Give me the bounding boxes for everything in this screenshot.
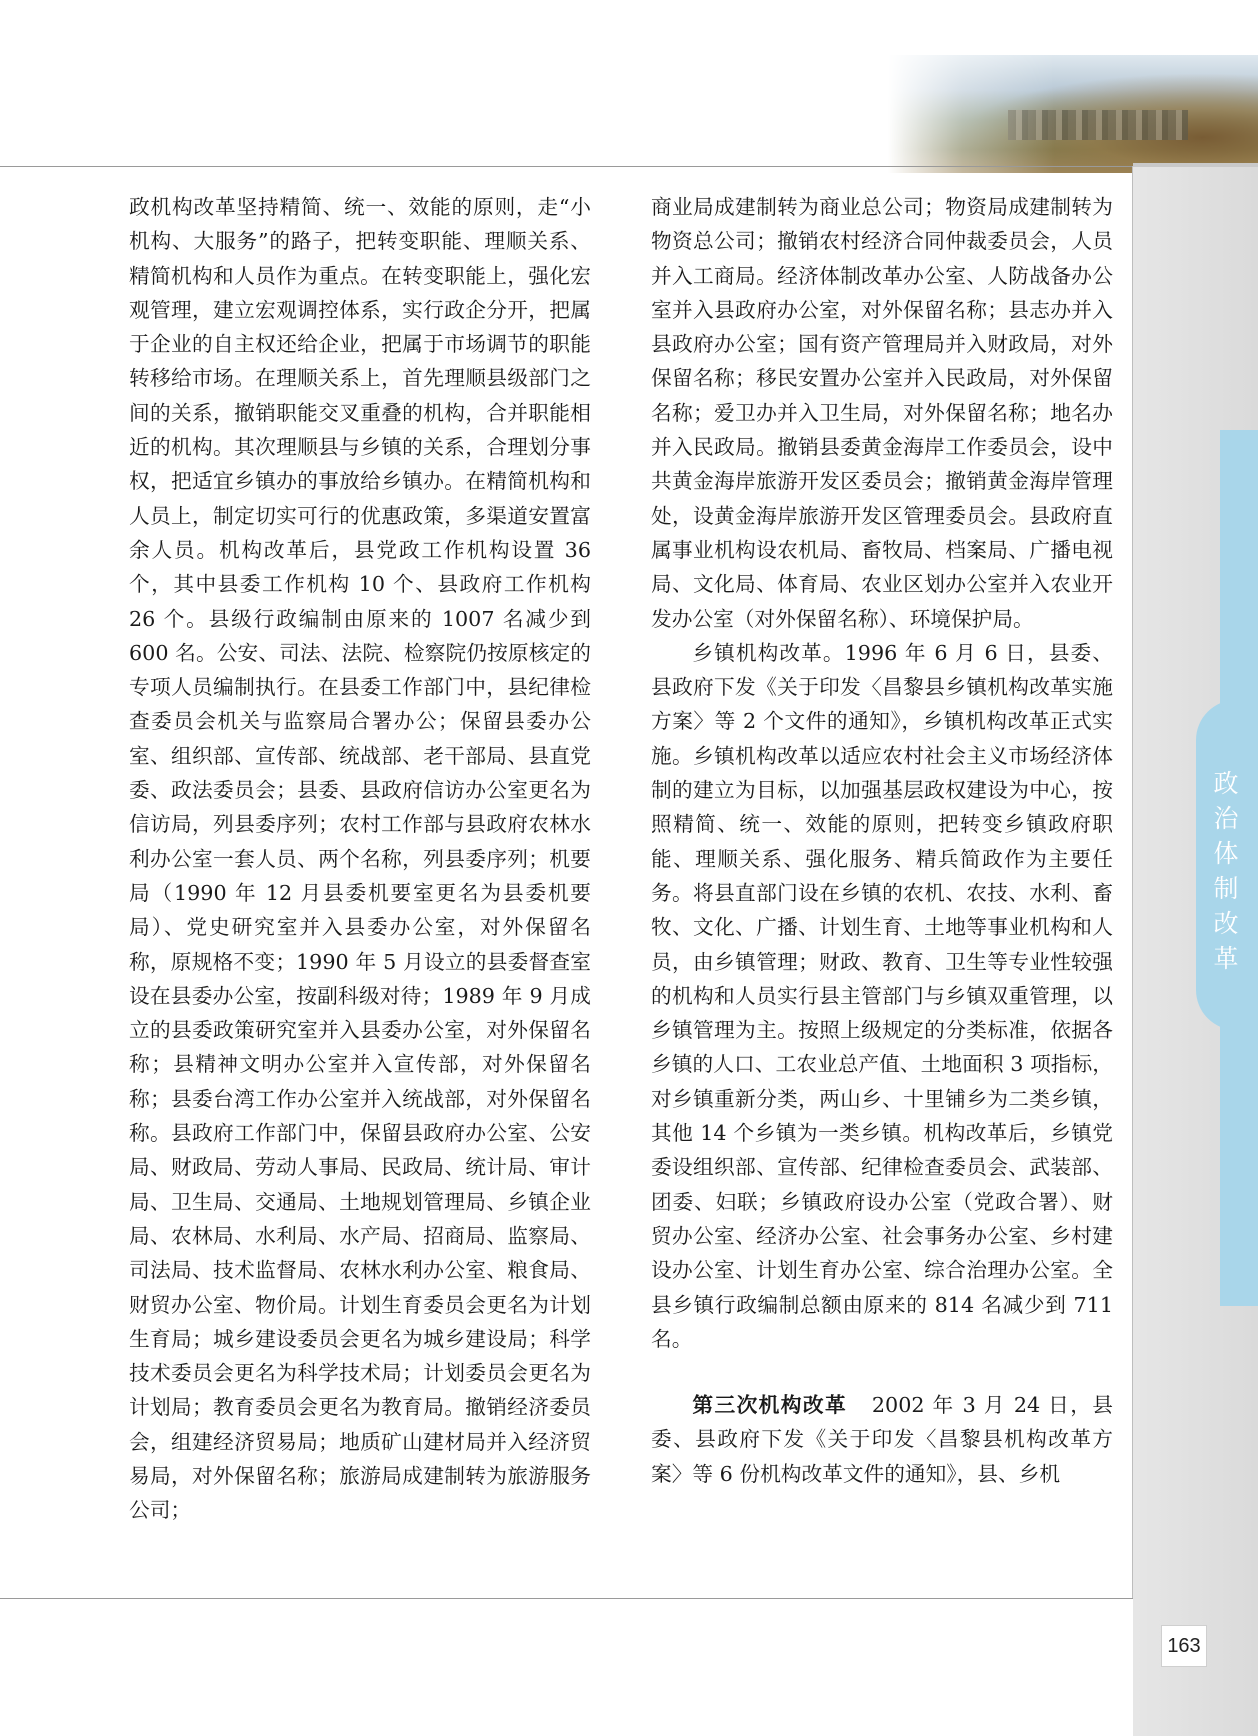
right-paragraph-continued: 商业局成建制转为商业总公司；物资局成建制转为物资总公司；撤销农村经济合同仲裁委员会，人员并入工商局。经济体制改革办公室、人防战备办公室并入县政府办公室，对外保留名称；县志办并入县政府办公室；国有资产管理局并入财政局，对外保留名称；移民安置办公室并入民政局，对外保留名称；爱卫办并入卫生局，对外保留名称；地名办并入民政局。撤销县委黄金海岸工作委员会，设中共黄金海岸旅游开发区委员会；撤销黄金海岸管理处，设黄金海岸旅游开发区管理委员会。县政府直属事业机构设农机局、畜牧局、档案局、广播电视局、文化局、体育局、农业区划办公室并入农业开发办公室（对外保留名称）、环境保护局。 xyxy=(651,195,1113,631)
column-frame-rule xyxy=(1132,166,1133,1598)
right-text-column xyxy=(651,190,1113,1491)
footer-rule xyxy=(0,1598,1133,1599)
left-text-column xyxy=(129,190,591,1528)
section-text: 2002 年 3 月 24 日，县委、县政府下发《关于印发〈昌黎县机构改革方案〉等 6 份机构改革文件的通知》，县、乡机 xyxy=(651,1393,1113,1486)
page-header xyxy=(0,0,1258,166)
page-number: 163 xyxy=(1161,1625,1207,1667)
section-heading: 第三次机构改革 xyxy=(692,1393,848,1418)
third-reform-paragraph xyxy=(651,1388,1113,1491)
left-paragraph: 政机构改革坚持精简、统一、效能的原则，走“小机构、大服务”的路子，把转变职能、理顺关系、精简机构和人员作为重点。在转变职能上，强化宏观管理，建立宏观调控体系，实行政企分开，把属于企业的自主权还给企业，把属于市场调节的职能转移给市场。在理顺关系上，首先理顺县级部门之间的关系，撤销职能交叉重叠的机构，合并职能相近的机构。其次理顺县与乡镇的关系，合理划分事权，把适宜乡镇办的事放给乡镇办。在精简机构和人员上，制定切实可行的优惠政策，多渠道安置富余人员。机构改革后，县党政工作机构设置 36 个，其中县委工作机构 10 个、县政府工作机构 26 个。县级行政编制由原来的 1007 名减少到 600 名。公安、司法、法院、检察院仍按原核定的专项人员编制执行。在县委工作部门中，县纪律检查委员会机关与监察局合署办公；保留县委办公室、组织部、宣传部、统战部、老干部局、县直党委、政法委员会；县委、县政府信访办公室更名为信访局，列县委序列；农村工作部与县政府农林水利办公室一套人员、两个名称，列县委序列；机要局（1990 年 12 月县委机要室更名为县委机要局）、党史研究室并入县委办公室，对外保留名称，原规格不变；1990 年 5 月设立的县委督查室设在县委办公室，按副科级对待；1989 年 9 月成立的县委政策研究室并入县委办公室，对外保留名称；县精神文明办公室并入宣传部，对外保留名称；县委台湾工作办公室并入统战部，对外保留名称。县政府工作部门中，保留县政府办公室、公安局、财政局、劳动人事局、民政局、统计局、审计局、卫生局、交通局、土地规划管理局、乡镇企业局、农林局、水利局、水产局、招商局、监察局、司法局、技术监督局、农林水利办公室、粮食局、财贸办公室、物价局。计划生育委员会更名为计划生育局；城乡建设委员会更名为城乡建设局；科学技术委员会更名为科学技术局；计划委员会更名为计划局；教育委员会更名为教育局。撤销经济委员会，组建经济贸易局；地质矿山建材局并入经济贸易局，对外保留名称；旅游局成建制转为旅游服务公司； xyxy=(129,195,591,1523)
header-rule xyxy=(0,166,1133,167)
chapter-side-label: 政治体制改革 xyxy=(1210,770,1239,980)
header-photo-rooftops xyxy=(1008,110,1188,140)
header-landscape-photo xyxy=(888,55,1258,173)
township-reform-paragraph: 乡镇机构改革。1996 年 6 月 6 日，县委、县政府下发《关于印发〈昌黎县乡镇机构改革实施方案〉等 2 个文件的通知》，乡镇机构改革正式实施。乡镇机构改革以适应农村社会主义市场经济体制的建立为目标，以加强基层政权建设为中心，按照精简、统一、效能的原则，把转变乡镇政府职能、理顺关系、强化服务、精兵简政作为主要任务。将县直部门设在乡镇的农机、农技、水利、畜牧、文化、广播、计划生育、土地等事业机构和人员，由乡镇管理；财政、教育、卫生等专业性较强的机构和人员实行县主管部门与乡镇双重管理，以乡镇管理为主。按照上级规定的分类标准，依据各乡镇的人口、工农业总产值、土地面积 3 项指标，对乡镇重新分类，两山乡、十里铺乡为二类乡镇，其他 14 个乡镇为一类乡镇。机构改革后，乡镇党委设组织部、宣传部、纪律检查委员会、武装部、团委、妇联；乡镇政府设办公室（党政合署）、财贸办公室、经济办公室、社会事务办公室、乡村建设办公室、计划生育办公室、综合治理办公室。全县乡镇行政编制总额由原来的 814 名减少到 711 名。 xyxy=(651,640,1113,1351)
